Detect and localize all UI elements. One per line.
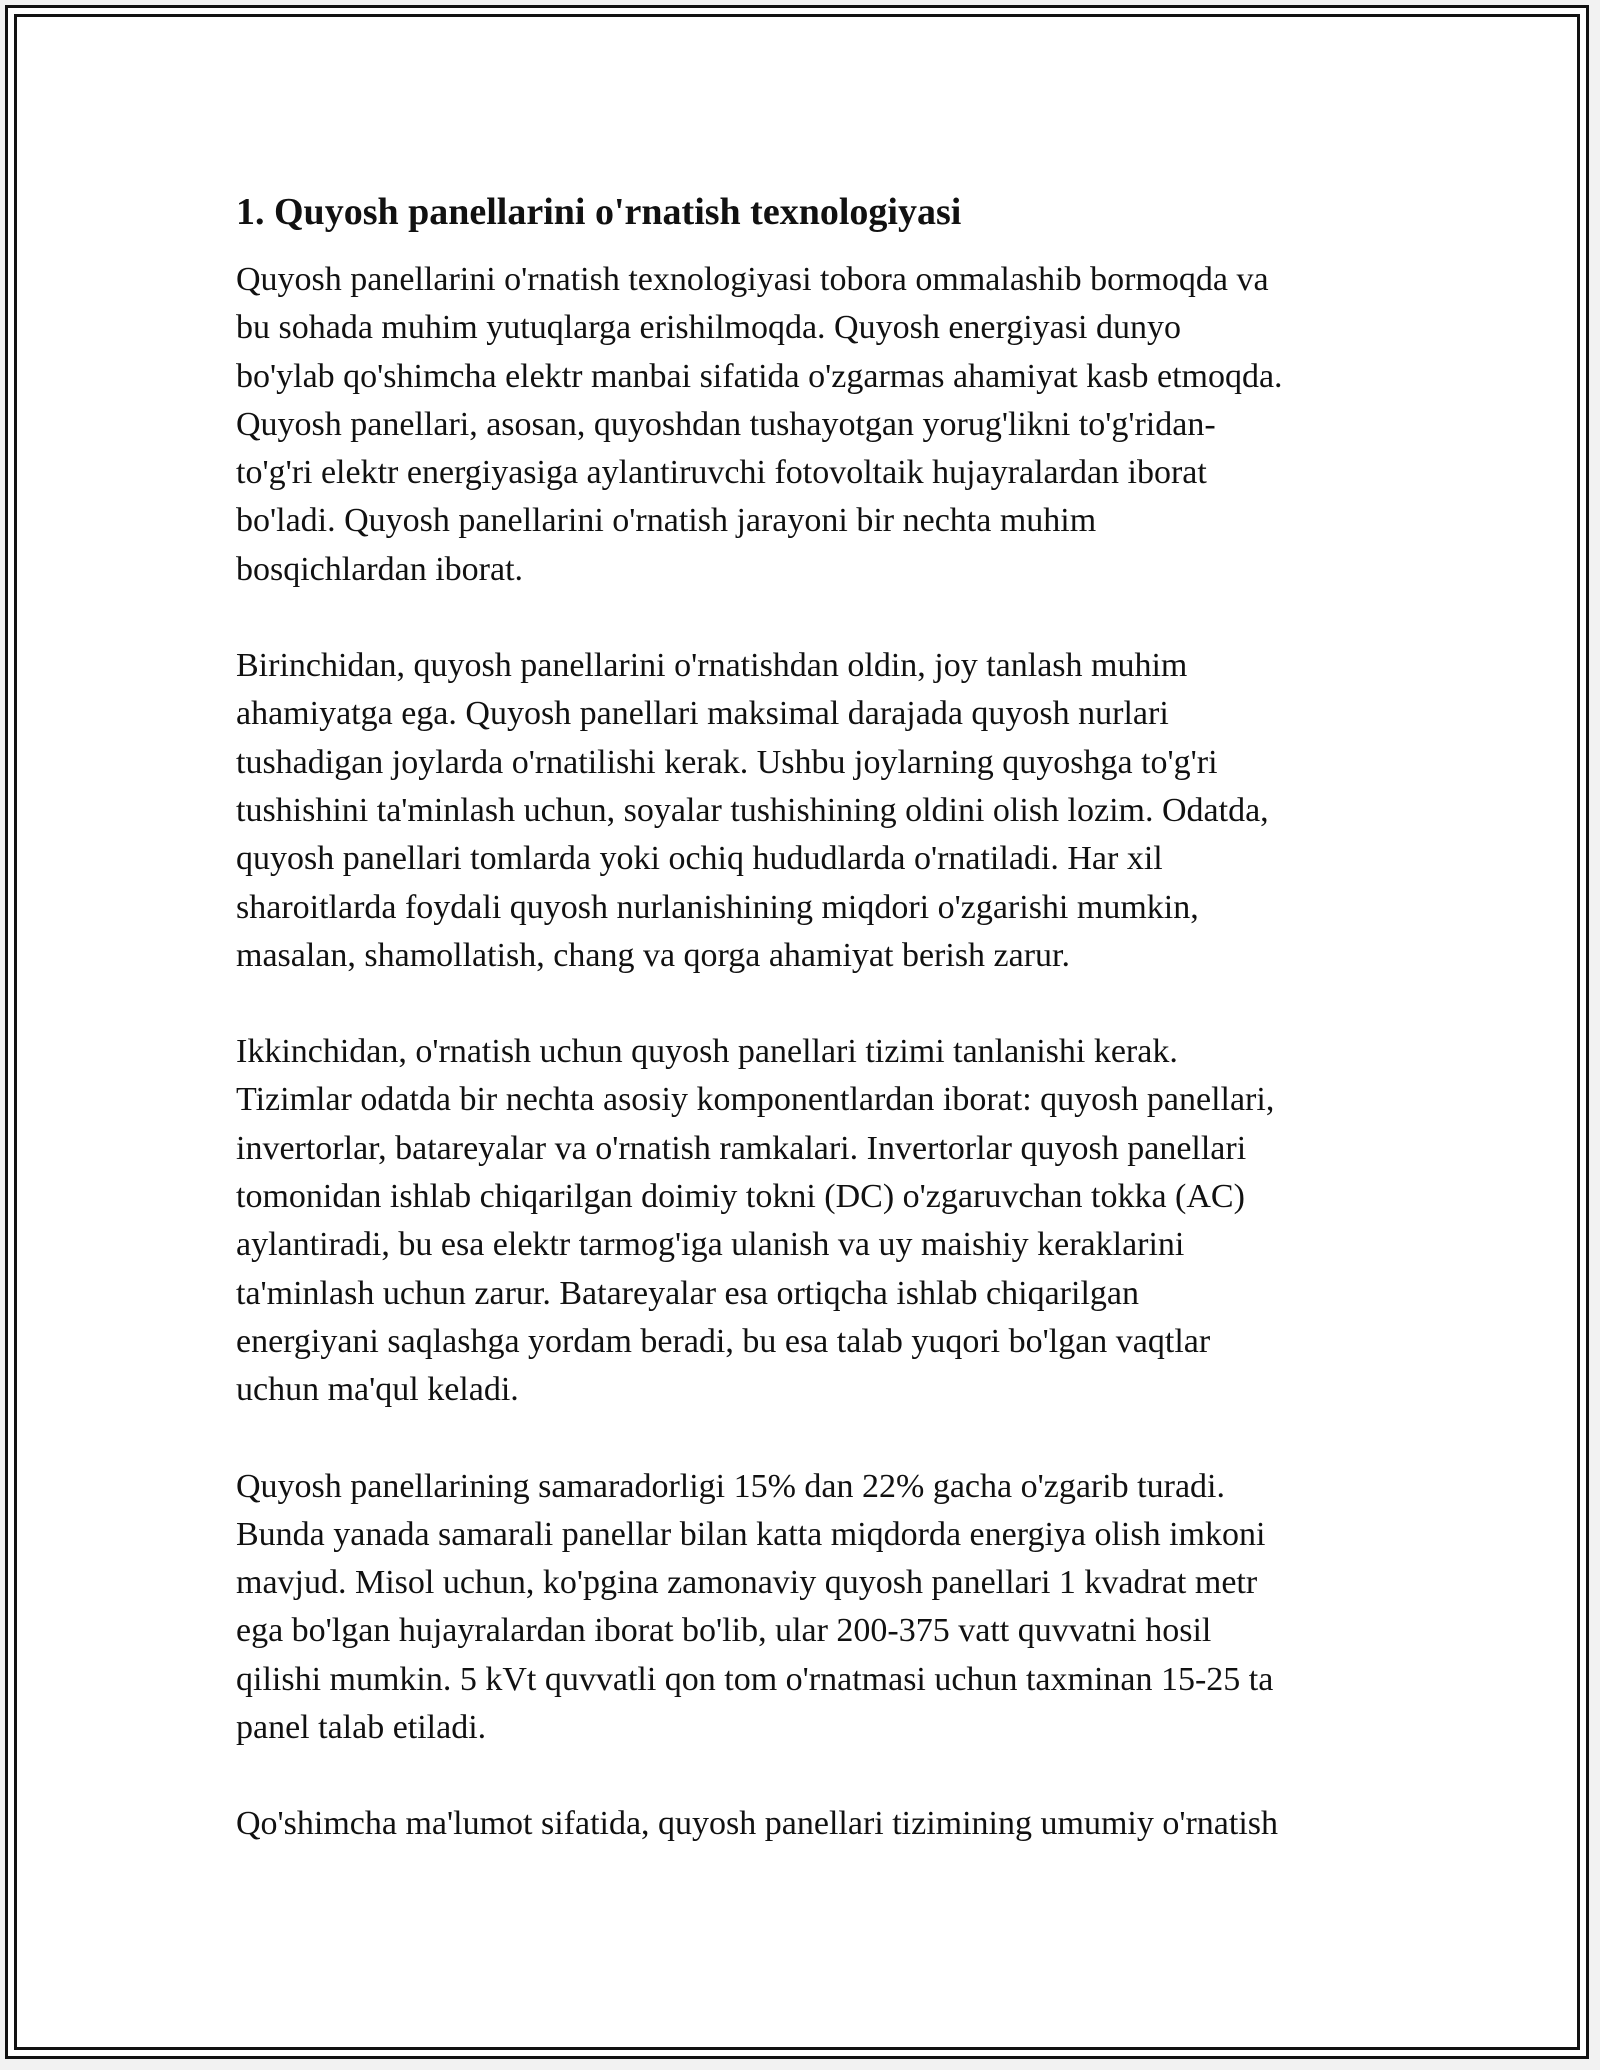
text-line: bo'ylab qo'shimcha elektr manbai sifatida o'zgarmas ahamiyat kasb etmoqda. [236, 357, 1283, 395]
text-line: invertorlar, batareyalar va o'rnatish ramkalari. Invertorlar quyosh panellari [236, 1129, 1247, 1167]
text-line: masalan, shamollatish, chang va qorga ahamiyat berish zarur. [236, 936, 1070, 974]
text-line: Birinchidan, quyosh panellarini o'rnatishdan oldin, joy tanlash muhim [236, 647, 1188, 685]
text-line: mavjud. Misol uchun, ko'pgina zamonaviy quyosh panellari 1 kvadrat metr [236, 1564, 1258, 1602]
document-content [236, 188, 1366, 1897]
text-line: energiyani saqlashga yordam beradi, bu esa talab yuqori bo'lgan vaqtlar [236, 1322, 1211, 1360]
text-line: Tizimlar odatda bir nechta asosiy komponentlardan iborat: quyosh panellari, [236, 1081, 1275, 1119]
text-line: to'g'ri elektr energiyasiga aylantiruvchi fotovoltaik hujayralardan iborat [236, 454, 1207, 492]
text-line: aylantiradi, bu esa elektr tarmog'iga ulanish va uy maishiy keraklarini [236, 1226, 1185, 1264]
text-line: Ikkinchidan, o'rnatish uchun quyosh panellari tizimi tanlanishi kerak. [236, 1033, 1178, 1071]
paragraph-1 [236, 256, 1366, 594]
text-line: ega bo'lgan hujayralardan iborat bo'lib, ular 200-375 vatt quvvatni hosil [236, 1612, 1212, 1650]
text-line: uchun ma'qul keladi. [236, 1371, 519, 1409]
text-line: sharoitlarda foydali quyosh nurlanishining miqdori o'zgarishi mumkin, [236, 888, 1199, 926]
text-line: Quyosh panellarining samaradorligi 15% dan 22% gacha o'zgarib turadi. [236, 1467, 1225, 1505]
text-line: Quyosh panellarini o'rnatish texnologiyasi tobora ommalashib bormoqda va [236, 261, 1269, 298]
text-line: bo'ladi. Quyosh panellarini o'rnatish jarayoni bir nechta muhim [236, 502, 1097, 540]
paragraph-2 [236, 642, 1366, 980]
text-line: tushadigan joylarda o'rnatilishi kerak. Ushbu joylarning quyoshga to'g'ri [236, 743, 1218, 781]
text-line: tomonidan ishlab chiqarilgan doimiy tokni (DC) o'zgaruvchan tokka (AC) [236, 1178, 1245, 1216]
text-line: tushishini ta'minlash uchun, soyalar tushishining oldini olish lozim. Odatda, [236, 791, 1269, 829]
section-heading: 1. Quyosh panellarini o'rnatish texnologiyasi [236, 191, 962, 233]
paragraph-5 [236, 1800, 1366, 1848]
text-line: bosqichlardan iborat. [236, 550, 524, 588]
text-line: ahamiyatga ega. Quyosh panellari maksimal darajada quyosh nurlari [236, 695, 1169, 733]
text-line: ta'minlash uchun zarur. Batareyalar esa ortiqcha ishlab chiqarilgan [236, 1274, 1139, 1312]
text-line: panel talab etiladi. [236, 1709, 487, 1747]
text-line: bu sohada muhim yutuqlarga erishilmoqda. Quyosh energiyasi dunyo [236, 309, 1181, 347]
text-line: quyosh panellari tomlarda yoki ochiq hududlarda o'rnatiladi. Har xil [236, 840, 1163, 878]
paragraph-4 [236, 1463, 1366, 1753]
text-line: Bunda yanada samarali panellar bilan katta miqdorda energiya olish imkoni [236, 1515, 1266, 1553]
text-line: Qo'shimcha ma'lumot sifatida, quyosh panellari tizimining umumiy o'rnatish [236, 1805, 1278, 1843]
paragraph-3 [236, 1028, 1366, 1414]
text-line: qilishi mumkin. 5 kVt quvvatli qon tom o'rnatmasi uchun taxminan 15-25 ta [236, 1660, 1274, 1698]
text-line: Quyosh panellari, asosan, quyoshdan tushayotgan yorug'likni to'g'ridan- [236, 405, 1216, 443]
